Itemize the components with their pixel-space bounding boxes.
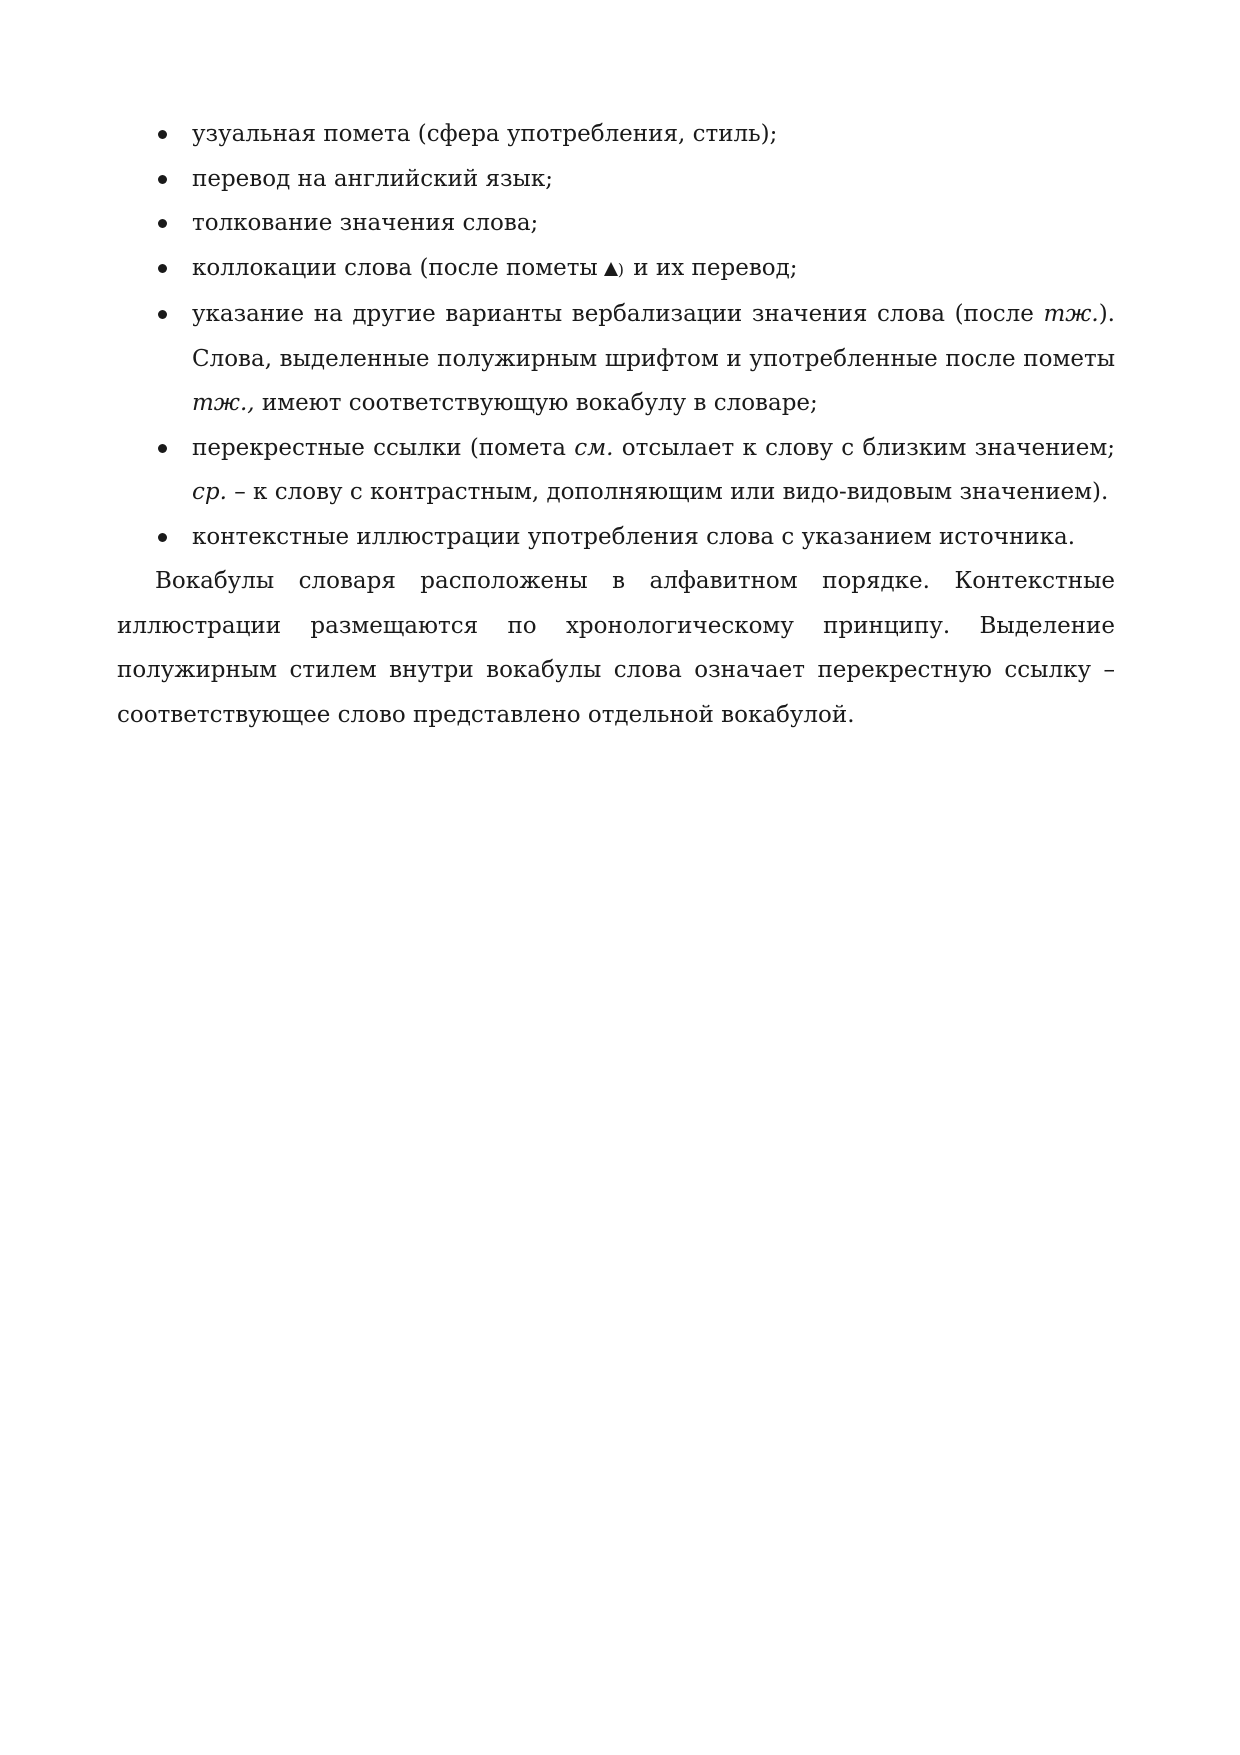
italic-mark: тж.,	[192, 390, 255, 416]
bullet-icon	[158, 533, 167, 542]
list-item-text: контекстные иллюстрации употребления слова с указанием источника.	[192, 523, 1076, 550]
bullet-list	[117, 112, 1115, 559]
list-item-text: имеют соответствующую вокабулу в словаре;	[254, 390, 818, 416]
bullet-icon	[158, 219, 167, 228]
italic-mark: тж.	[1043, 301, 1099, 327]
list-item	[117, 112, 1115, 157]
list-item-text: толкование значения слова;	[192, 210, 539, 236]
bullet-icon	[158, 444, 167, 453]
list-item-text: и их перевод;	[625, 254, 798, 281]
list-item-text: – к слову с контрастным, дополняющим или видо-видовым значением).	[226, 479, 1109, 505]
bullet-icon	[158, 310, 167, 319]
list-item	[117, 246, 1115, 293]
list-item-text: коллокации слова (после пометы	[192, 254, 598, 281]
bullet-icon	[158, 175, 167, 184]
list-item	[117, 426, 1115, 515]
list-item-text: отсылает к слову с близким значением;	[613, 434, 1115, 461]
body-paragraph: Вокабулы словаря расположены в алфавитном порядке. Контекстные иллюстрации размещаются по хронологическому принципу. Выделение полужирным стилем внутри вокабулы слова означает перекрестную ссылку – соответствующее слово представлено отдельной вокабулой.	[117, 568, 1115, 728]
list-item-text: узуальная помета (сфера употребления, стиль);	[192, 121, 778, 147]
list-item-text: указание на другие варианты вербализации значения слова (после	[192, 301, 1044, 327]
bullet-icon	[158, 264, 167, 273]
triangle-icon	[604, 262, 618, 276]
list-item	[117, 515, 1115, 560]
list-item-text: перекрестные ссылки (помета	[192, 434, 575, 461]
italic-mark: см.	[574, 434, 614, 461]
document-body	[117, 112, 1115, 737]
bullet-icon	[158, 130, 167, 139]
list-item	[117, 157, 1115, 202]
triangle-paren: )	[617, 259, 624, 279]
italic-mark: ср.	[192, 479, 227, 505]
list-item	[117, 292, 1115, 426]
list-item-text: перевод на английский язык;	[192, 165, 553, 192]
list-item	[117, 201, 1115, 246]
list-item-text: ). Слова, выделенные полужирным шрифтом и употребленные после пометы	[192, 301, 1115, 372]
